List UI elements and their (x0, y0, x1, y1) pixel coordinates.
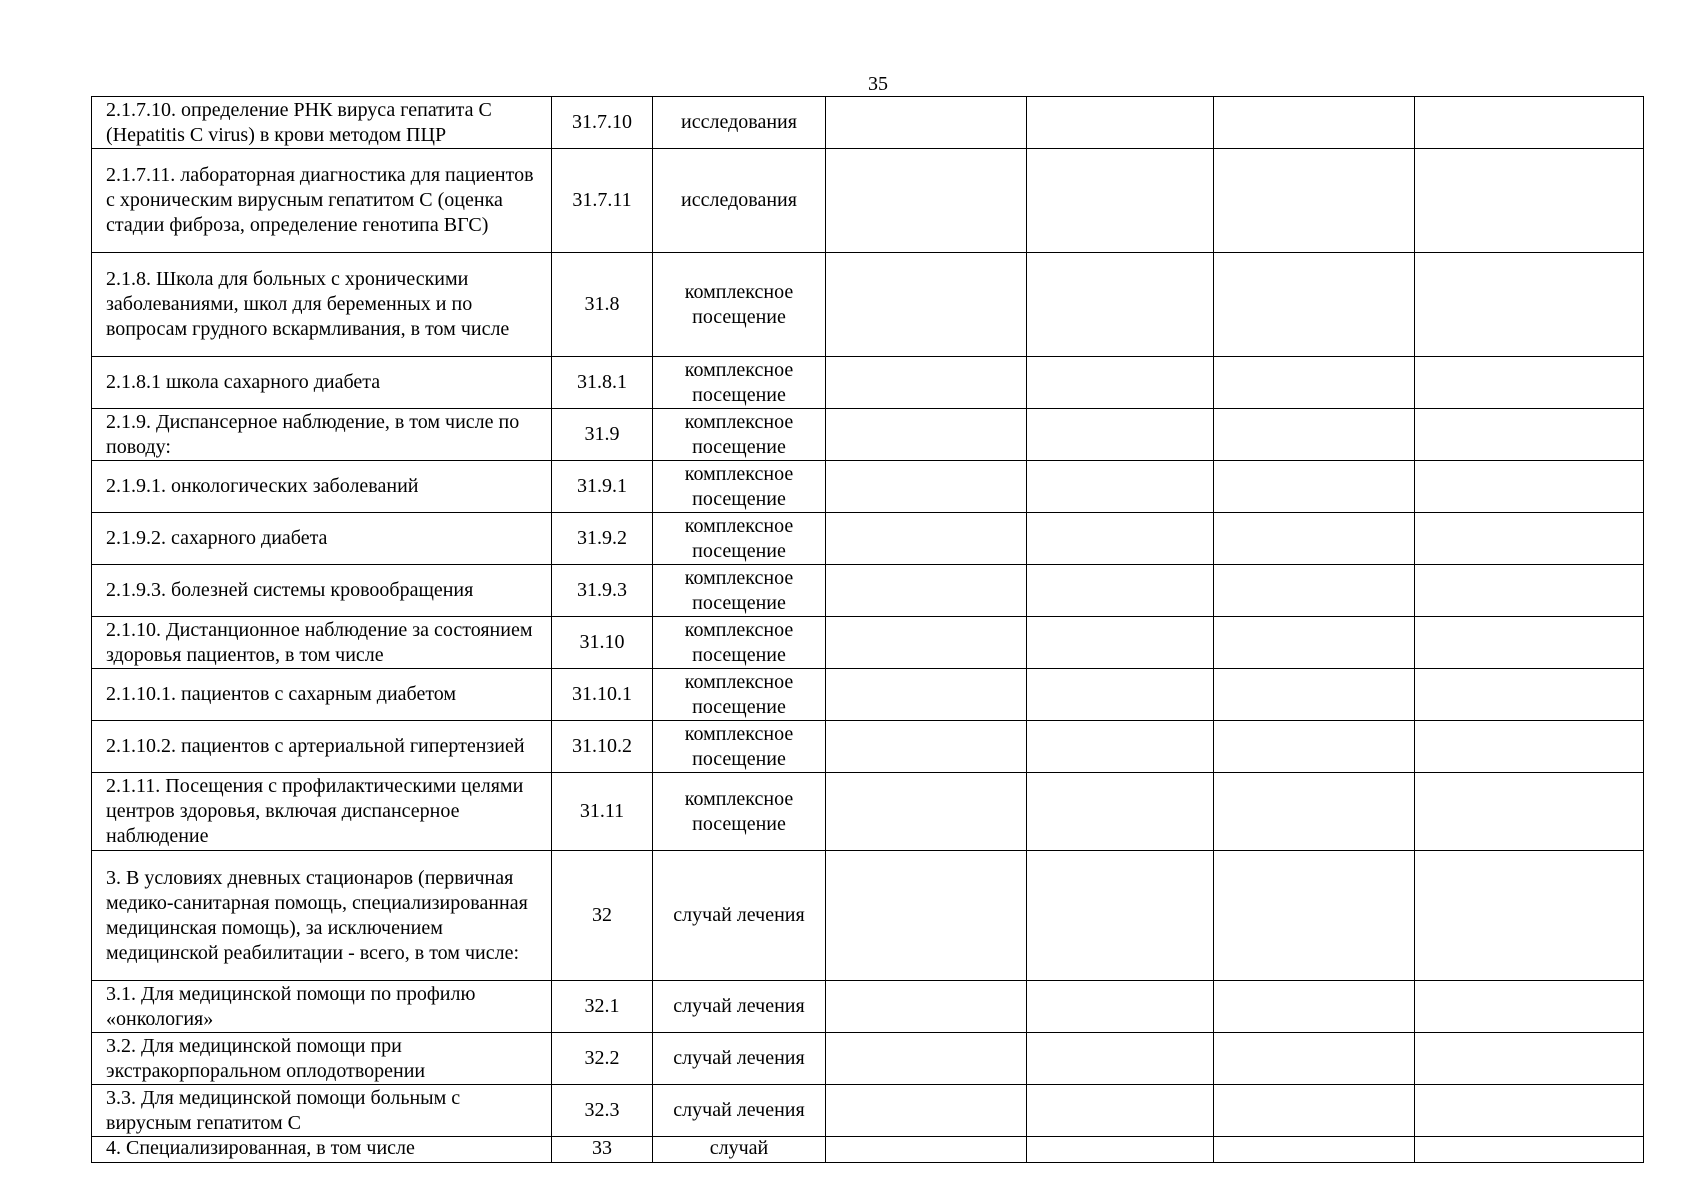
row-name: 4. Специализированная, в том числе (92, 1137, 552, 1163)
row-name: 2.1.7.10. определение РНК вируса гепатита С (Hepatitis C virus) в крови методом ПЦР (92, 97, 552, 149)
empty-cell (1214, 565, 1415, 617)
row-unit: комплексное посещение (653, 565, 826, 617)
empty-cell (826, 721, 1027, 773)
empty-cell (826, 981, 1027, 1033)
row-code: 32 (552, 851, 653, 981)
empty-cell (1027, 981, 1214, 1033)
empty-cell (1415, 357, 1644, 409)
row-code: 32.1 (552, 981, 653, 1033)
row-name: 3.3. Для медицинской помощи больным с вирусным гепатитом С (92, 1085, 552, 1137)
row-code: 31.10.1 (552, 669, 653, 721)
empty-cell (1027, 565, 1214, 617)
empty-cell (826, 253, 1027, 357)
empty-cell (1415, 669, 1644, 721)
table-row (92, 461, 1644, 513)
empty-cell (1027, 97, 1214, 149)
row-name: 2.1.9.2. сахарного диабета (92, 513, 552, 565)
row-unit: комплексное посещение (653, 513, 826, 565)
table-row (92, 981, 1644, 1033)
row-code: 31.7.11 (552, 149, 653, 253)
empty-cell (1027, 669, 1214, 721)
empty-cell (1027, 1137, 1214, 1163)
empty-cell (1415, 1137, 1644, 1163)
empty-cell (1415, 149, 1644, 253)
row-name: 2.1.11. Посещения с профилактическими целями центров здоровья, включая диспансерное наблюдение (92, 773, 552, 851)
row-name: 2.1.7.11. лабораторная диагностика для пациентов с хроническим вирусным гепатитом С (оценка стадии фиброза, определение генотипа ВГС) (92, 149, 552, 253)
row-code: 31.9.3 (552, 565, 653, 617)
table-row (92, 357, 1644, 409)
empty-cell (1214, 773, 1415, 851)
empty-cell (826, 461, 1027, 513)
empty-cell (1214, 669, 1415, 721)
row-unit: случай лечения (653, 1033, 826, 1085)
row-unit: случай лечения (653, 1085, 826, 1137)
empty-cell (1214, 1033, 1415, 1085)
empty-cell (1027, 357, 1214, 409)
row-name: 2.1.8. Школа для больных с хроническими заболеваниями, школ для беременных и по вопросам грудного вскармливания, в том числе (92, 253, 552, 357)
empty-cell (826, 357, 1027, 409)
table-row (92, 669, 1644, 721)
row-unit: комплексное посещение (653, 617, 826, 669)
row-unit: комплексное посещение (653, 461, 826, 513)
empty-cell (826, 97, 1027, 149)
empty-cell (1415, 851, 1644, 981)
empty-cell (1415, 721, 1644, 773)
empty-cell (1214, 513, 1415, 565)
row-unit: случай (653, 1137, 826, 1163)
empty-cell (1415, 617, 1644, 669)
empty-cell (1027, 617, 1214, 669)
empty-cell (826, 409, 1027, 461)
empty-cell (826, 513, 1027, 565)
table-row (92, 773, 1644, 851)
empty-cell (1415, 773, 1644, 851)
table-row (92, 565, 1644, 617)
row-code: 31.7.10 (552, 97, 653, 149)
empty-cell (826, 1033, 1027, 1085)
empty-cell (1214, 1137, 1415, 1163)
empty-cell (1027, 409, 1214, 461)
row-unit: комплексное посещение (653, 357, 826, 409)
empty-cell (1214, 461, 1415, 513)
row-code: 32.2 (552, 1033, 653, 1085)
row-code: 32.3 (552, 1085, 653, 1137)
table-row (92, 851, 1644, 981)
row-code: 33 (552, 1137, 653, 1163)
empty-cell (1214, 409, 1415, 461)
empty-cell (826, 773, 1027, 851)
empty-cell (1415, 565, 1644, 617)
row-unit: комплексное посещение (653, 773, 826, 851)
empty-cell (1214, 981, 1415, 1033)
row-name: 3.1. Для медицинской помощи по профилю «онкология» (92, 981, 552, 1033)
table-row (92, 149, 1644, 253)
row-name: 2.1.10. Дистанционное наблюдение за состоянием здоровья пациентов, в том числе (92, 617, 552, 669)
row-unit: случай лечения (653, 981, 826, 1033)
row-name: 2.1.9.3. болезней системы кровообращения (92, 565, 552, 617)
table-row (92, 1033, 1644, 1085)
empty-cell (1214, 357, 1415, 409)
empty-cell (1415, 1033, 1644, 1085)
empty-cell (1214, 149, 1415, 253)
table-row (92, 97, 1644, 149)
row-code: 31.10 (552, 617, 653, 669)
empty-cell (1214, 851, 1415, 981)
empty-cell (1027, 149, 1214, 253)
empty-cell (1415, 461, 1644, 513)
row-unit: комплексное посещение (653, 409, 826, 461)
empty-cell (1214, 617, 1415, 669)
row-code: 31.9.1 (552, 461, 653, 513)
table-row (92, 617, 1644, 669)
empty-cell (1027, 461, 1214, 513)
empty-cell (826, 565, 1027, 617)
table-row (92, 253, 1644, 357)
row-unit: случай лечения (653, 851, 826, 981)
empty-cell (1214, 97, 1415, 149)
empty-cell (826, 617, 1027, 669)
row-unit: комплексное посещение (653, 253, 826, 357)
row-code: 31.9 (552, 409, 653, 461)
page-number: 35 (868, 73, 888, 95)
row-code: 31.9.2 (552, 513, 653, 565)
document-table (91, 96, 1644, 1163)
empty-cell (1214, 253, 1415, 357)
empty-cell (1214, 1085, 1415, 1137)
empty-cell (1027, 253, 1214, 357)
empty-cell (1027, 721, 1214, 773)
row-name: 2.1.9.1. онкологических заболеваний (92, 461, 552, 513)
empty-cell (826, 149, 1027, 253)
empty-cell (1415, 97, 1644, 149)
empty-cell (1027, 513, 1214, 565)
empty-cell (1027, 773, 1214, 851)
row-unit: комплексное посещение (653, 669, 826, 721)
row-name: 2.1.8.1 школа сахарного диабета (92, 357, 552, 409)
empty-cell (1027, 851, 1214, 981)
table-row (92, 1137, 1644, 1163)
table-row (92, 1085, 1644, 1137)
empty-cell (1415, 253, 1644, 357)
empty-cell (826, 669, 1027, 721)
row-name: 2.1.10.1. пациентов с сахарным диабетом (92, 669, 552, 721)
row-name: 3. В условиях дневных стационаров (первичная медико-санитарная помощь, специализированная медицинская помощь), за исключением медицинской реабилитации - всего, в том числе: (92, 851, 552, 981)
row-unit: исследования (653, 149, 826, 253)
row-code: 31.11 (552, 773, 653, 851)
empty-cell (826, 1085, 1027, 1137)
row-name: 3.2. Для медицинской помощи при экстракорпоральном оплодотворении (92, 1033, 552, 1085)
empty-cell (1214, 721, 1415, 773)
empty-cell (1415, 1085, 1644, 1137)
row-name: 2.1.9. Диспансерное наблюдение, в том числе по поводу: (92, 409, 552, 461)
row-code: 31.8.1 (552, 357, 653, 409)
table-row (92, 513, 1644, 565)
empty-cell (826, 1137, 1027, 1163)
empty-cell (1027, 1033, 1214, 1085)
empty-cell (1415, 981, 1644, 1033)
row-unit: исследования (653, 97, 826, 149)
empty-cell (826, 851, 1027, 981)
empty-cell (1415, 409, 1644, 461)
empty-cell (1415, 513, 1644, 565)
row-name: 2.1.10.2. пациентов с артериальной гипертензией (92, 721, 552, 773)
empty-cell (1027, 1085, 1214, 1137)
table-row (92, 721, 1644, 773)
table-row (92, 409, 1644, 461)
row-code: 31.8 (552, 253, 653, 357)
row-unit: комплексное посещение (653, 721, 826, 773)
row-code: 31.10.2 (552, 721, 653, 773)
